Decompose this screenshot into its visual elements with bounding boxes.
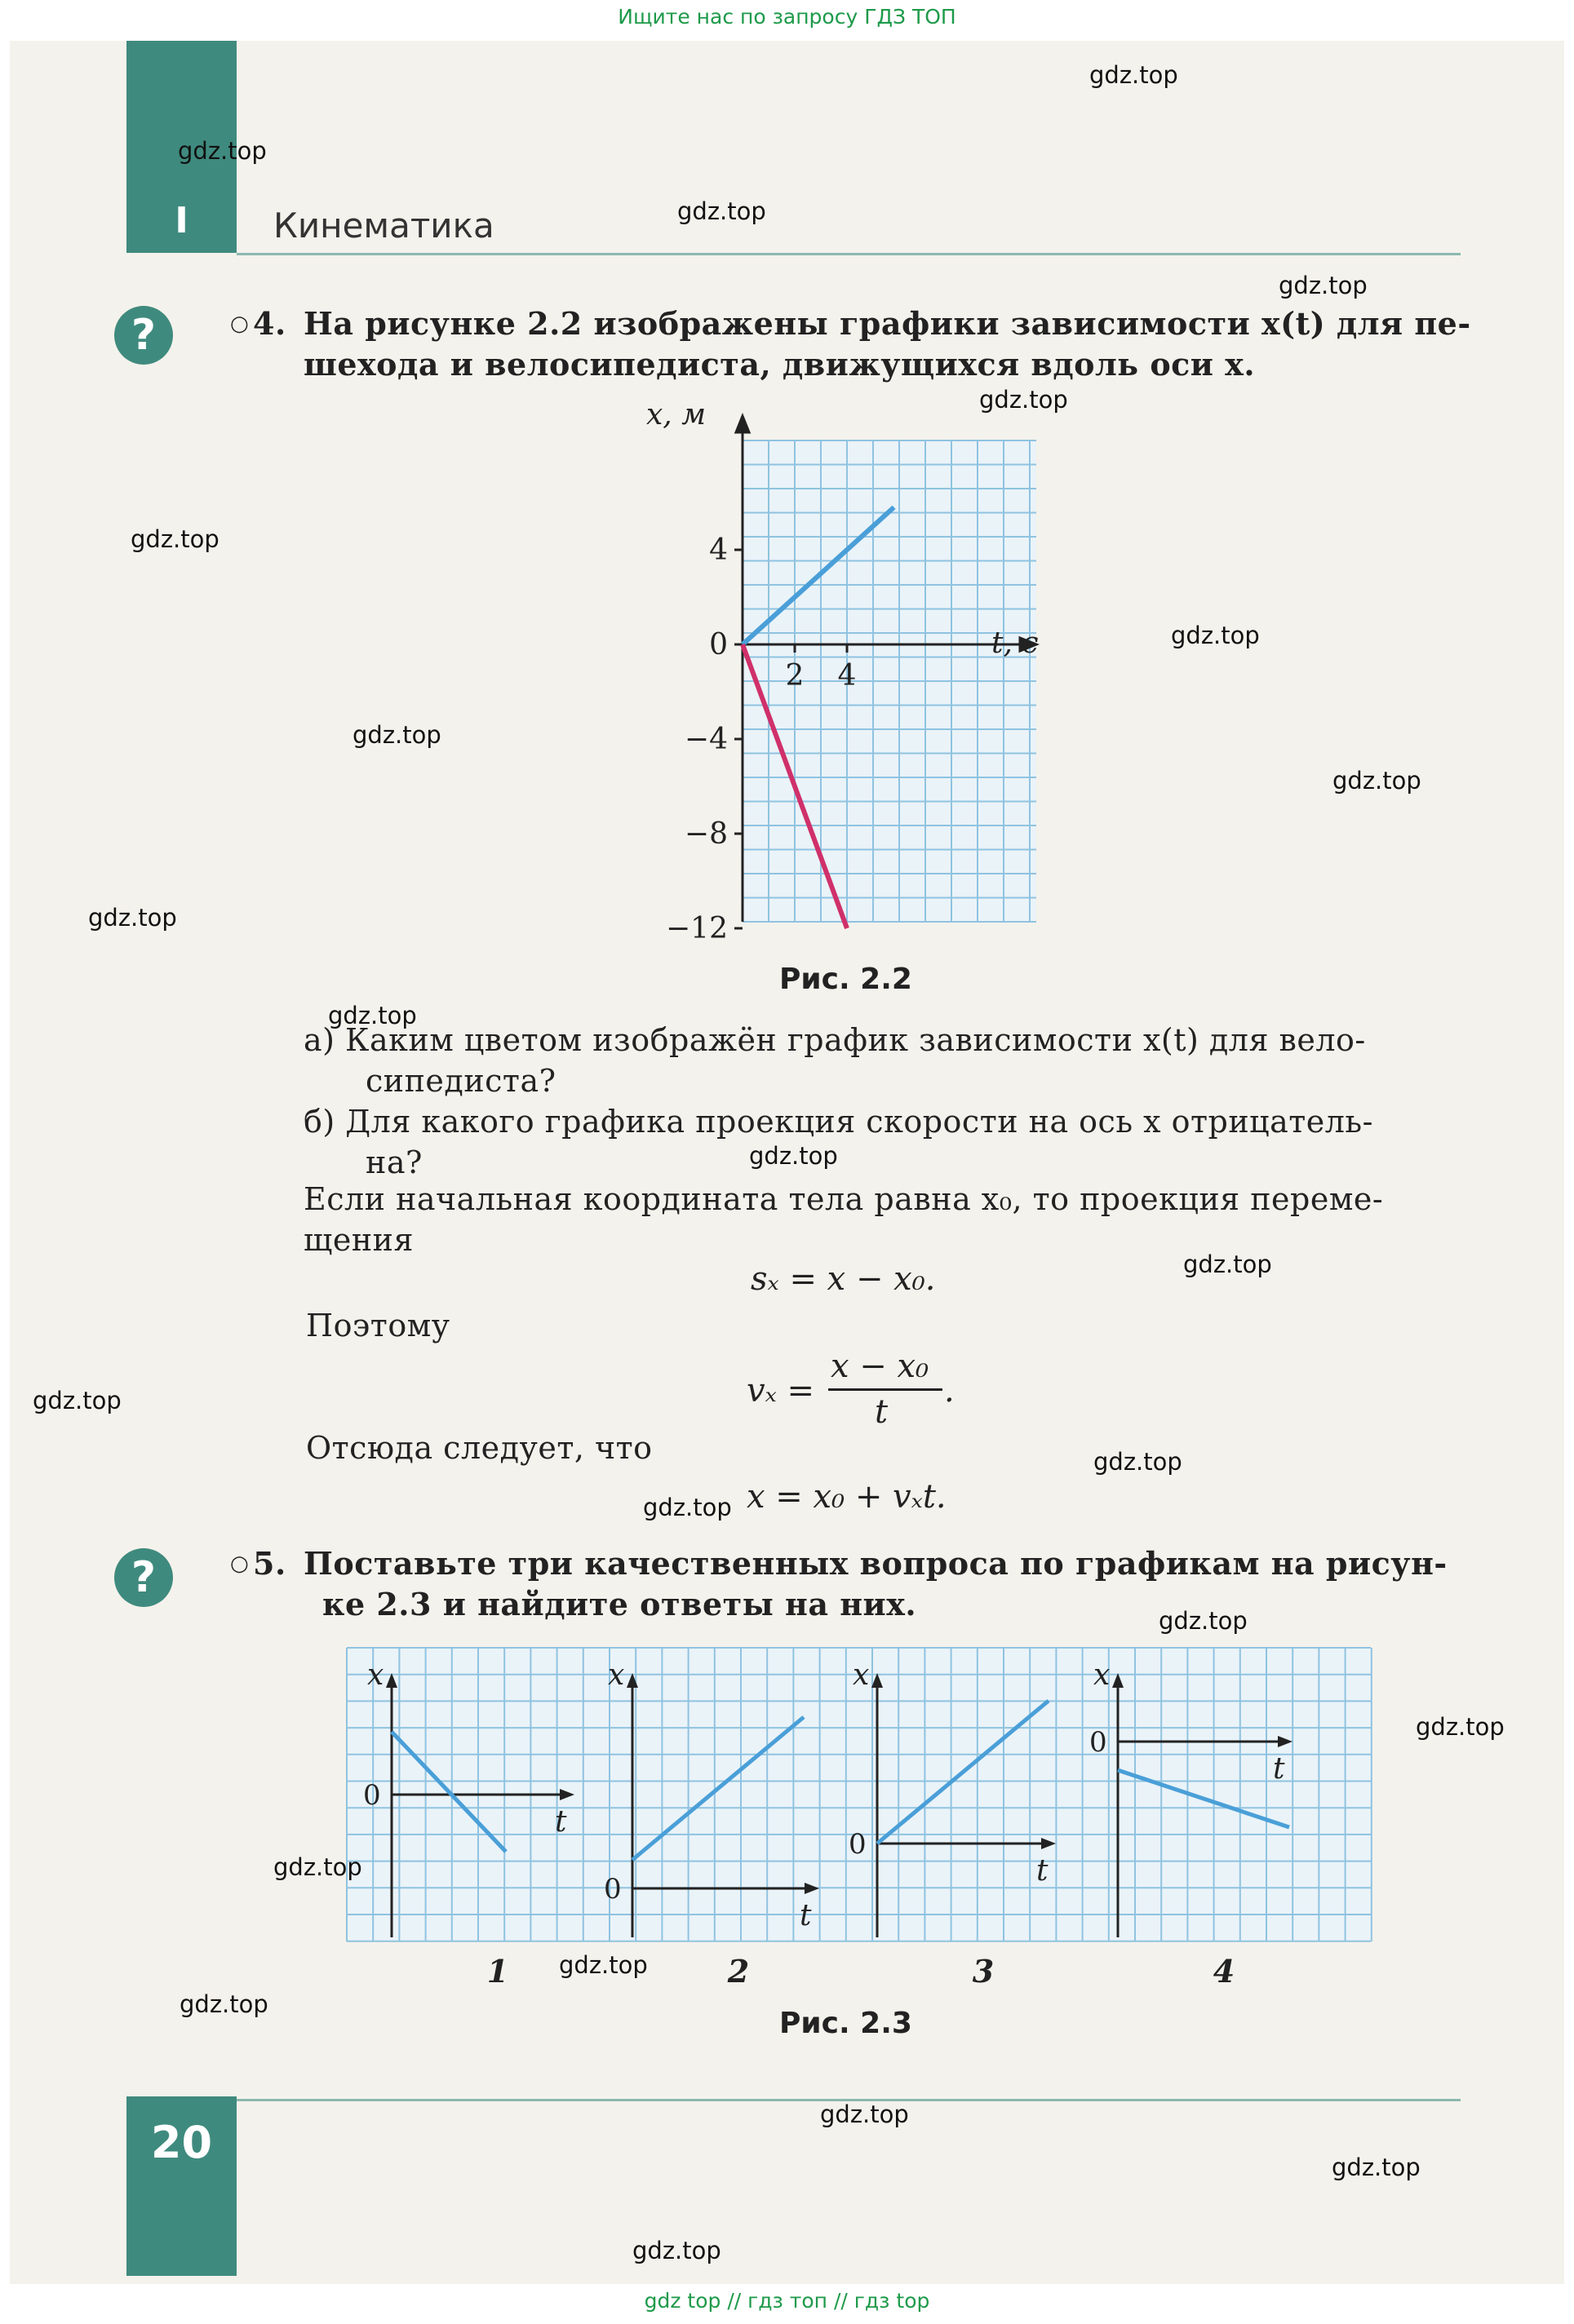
- chapter-number: I: [175, 200, 188, 241]
- watermark: gdz.top: [352, 721, 441, 749]
- watermark: gdz.top: [1159, 1607, 1248, 1635]
- page-number: 20: [150, 2117, 213, 2168]
- watermark: gdz.top: [88, 904, 177, 932]
- formula-velocity-period: .: [944, 1372, 955, 1410]
- question-icon: ?: [114, 1548, 173, 1607]
- axis-label-x: x: [853, 1658, 870, 1692]
- fig22-caption: Рис. 2.2: [779, 963, 912, 996]
- watermark: gdz.top: [180, 1990, 268, 2018]
- y-tick-label: −4: [684, 723, 728, 756]
- task4-marker: ○: [230, 312, 250, 336]
- watermark: gdz.top: [1279, 272, 1368, 299]
- fraction-bar: [828, 1388, 942, 1391]
- origin-label: 0: [849, 1828, 867, 1861]
- panel-label: 1: [486, 1953, 509, 1990]
- axis-label-x: x: [1093, 1658, 1111, 1692]
- watermark: gdz.top: [632, 2237, 721, 2264]
- panel-label: 3: [972, 1953, 995, 1990]
- site-banner-top[interactable]: Ищите нас по запросу ГДЗ ТОП: [618, 5, 956, 29]
- explanation-line2: щения: [304, 1222, 414, 1258]
- watermark: gdz.top: [820, 2100, 909, 2128]
- y-tick-label: −12: [666, 912, 728, 938]
- y-tick-label: −8: [684, 817, 728, 851]
- x-tick-label: 4: [837, 659, 857, 693]
- axis-label-t: t: [1273, 1752, 1285, 1786]
- explanation-line1: Если начальная координата тела равна x₀, то проекция переме-: [304, 1181, 1384, 1217]
- watermark: gdz.top: [178, 137, 267, 165]
- fig22-x-axis-label: t, с: [991, 626, 1039, 660]
- task4-number: 4.: [253, 305, 286, 342]
- watermark: gdz.top: [1332, 2154, 1421, 2181]
- fig22-y-axis-label: x, м: [646, 400, 707, 432]
- figure-2-2: [620, 400, 1044, 938]
- watermark: gdz.top: [1416, 1713, 1505, 1741]
- task5-text-line1: Поставьте три качественных вопроса по графикам на рисун-: [304, 1545, 1448, 1582]
- chapter-title: Кинематика: [273, 206, 494, 246]
- axis-label-t: t: [800, 1899, 812, 1932]
- y-axis-arrow: [736, 416, 749, 432]
- axis-label-x: x: [608, 1658, 625, 1692]
- site-banner-bottom[interactable]: gdz top // гдз топ // гдз top: [644, 2289, 930, 2313]
- watermark: gdz.top: [677, 197, 766, 225]
- question-icon: ?: [114, 306, 173, 365]
- fig23-caption: Рис. 2.3: [779, 2007, 912, 2040]
- formula-displacement: sₓ = x − x₀.: [751, 1260, 936, 1298]
- figure-2-3: [343, 1644, 1485, 1994]
- axis-label-t: t: [1036, 1854, 1049, 1888]
- explanation-therefore: Поэтому: [306, 1308, 450, 1343]
- y-tick-label: 0: [709, 628, 728, 662]
- origin-label: 0: [1089, 1726, 1107, 1759]
- task4-question-b-line1: б) Для какого графика проекция скорости на ось x отрицатель-: [304, 1104, 1373, 1140]
- origin-label: 0: [363, 1779, 381, 1812]
- axis-label-x: x: [367, 1658, 384, 1692]
- watermark: gdz.top: [749, 1142, 838, 1170]
- task4-question-b-line2: на?: [366, 1144, 423, 1180]
- header-rule: [237, 253, 1461, 255]
- task4-question-a-line1: а) Каким цветом изображён график зависимости x(t) для вело-: [304, 1022, 1366, 1058]
- origin-label: 0: [604, 1873, 622, 1906]
- formula-velocity-denominator: t: [875, 1393, 889, 1431]
- task4-text-line1: На рисунке 2.2 изображены графики зависимости x(t) для пе-: [304, 305, 1471, 342]
- watermark: gdz.top: [643, 1494, 732, 1521]
- watermark: gdz.top: [33, 1387, 122, 1414]
- panel-label: 4: [1213, 1953, 1235, 1990]
- watermark: gdz.top: [1089, 61, 1178, 89]
- watermark: gdz.top: [273, 1853, 362, 1881]
- task5-marker: ○: [230, 1552, 250, 1576]
- formula-velocity-lhs: vₓ =: [747, 1372, 815, 1410]
- watermark: gdz.top: [979, 386, 1068, 414]
- axis-label-t: t: [555, 1805, 567, 1839]
- watermark: gdz.top: [1093, 1448, 1182, 1476]
- explanation-follows: Отсюда следует, что: [306, 1430, 653, 1466]
- formula-coordinate: x = x₀ + vₓt.: [747, 1478, 947, 1516]
- watermark: gdz.top: [1332, 767, 1421, 795]
- task4-text-line2: шехода и велосипедиста, движущихся вдоль оси x.: [304, 346, 1256, 383]
- panel-label: 2: [727, 1953, 750, 1990]
- watermark: gdz.top: [1183, 1251, 1272, 1278]
- task4-question-a-line2: сипедиста?: [366, 1063, 556, 1099]
- x-tick-label: 2: [785, 659, 805, 693]
- watermark: gdz.top: [559, 1951, 648, 1979]
- task5-text-line2: ке 2.3 и найдите ответы на них.: [322, 1586, 917, 1622]
- task5-number: 5.: [253, 1545, 286, 1582]
- watermark: gdz.top: [131, 525, 219, 553]
- y-tick-label: 4: [709, 533, 728, 567]
- formula-velocity-numerator: x − x₀: [831, 1348, 929, 1385]
- watermark: gdz.top: [328, 1002, 417, 1029]
- watermark: gdz.top: [1171, 622, 1260, 649]
